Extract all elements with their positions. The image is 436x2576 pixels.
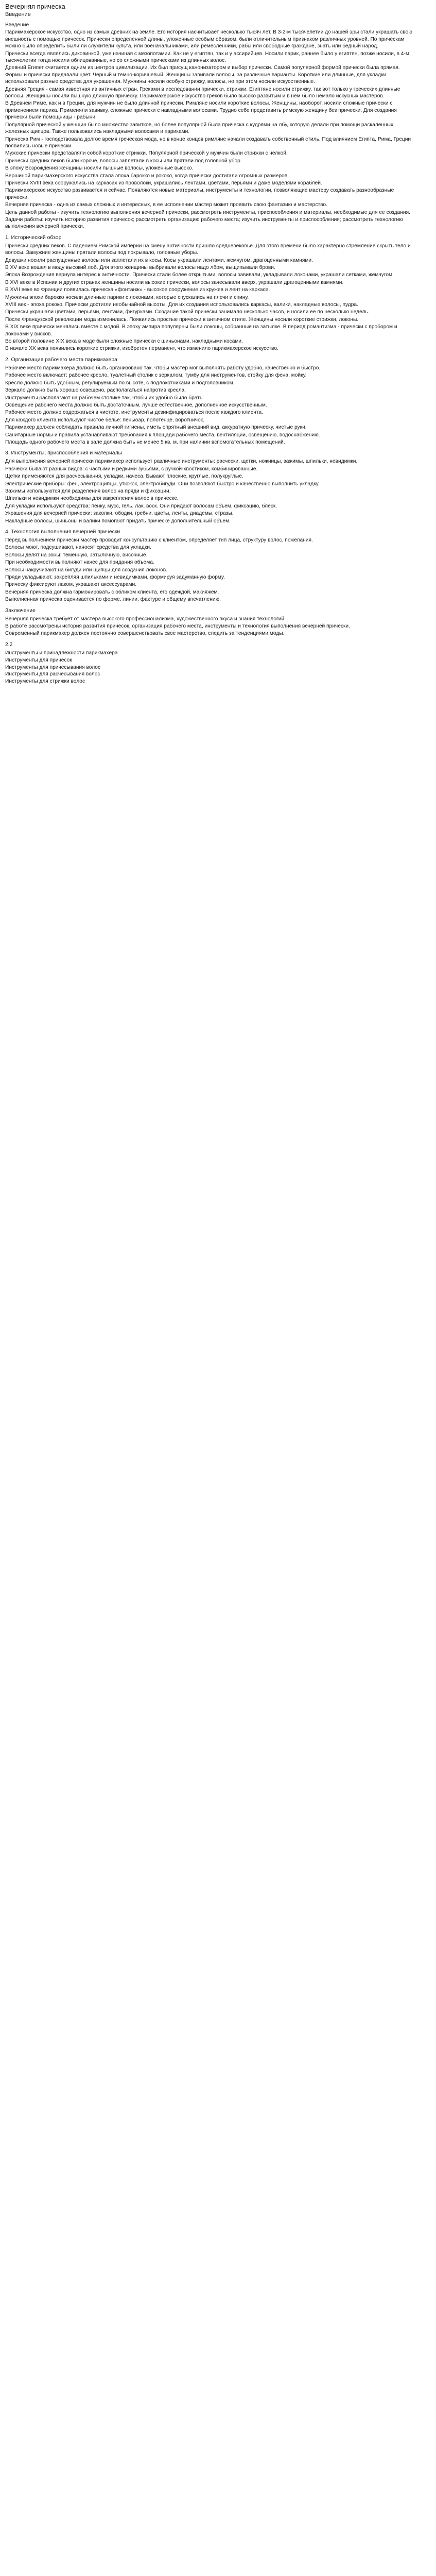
- paragraph: Зеркало должно быть хорошо освещено, располагаться напротив кресла.: [5, 387, 186, 394]
- conclusion-heading: Заключение: [5, 607, 36, 614]
- list-item: Инструменты для стрижки волос: [5, 678, 85, 684]
- paragraph: В XIX веке прически менялись вместе с модой. В эпоху ампира популярны были локоны, собранные на затылке. В период романтизма - прически с пробором и локонами у висков.: [5, 324, 399, 337]
- paragraph: Украшения для вечерней прически: заколки, ободки, гребни, цветы, ленты, диадемы, стразы.: [5, 511, 234, 517]
- paragraph: Инструменты располагают на рабочем столике так, чтобы их удобно было брать.: [5, 395, 204, 401]
- list-item: Инструменты для причесывания волос: [5, 664, 101, 670]
- intro-section: [5, 29, 415, 230]
- section-4-body: [5, 537, 415, 603]
- tools-list: [5, 657, 415, 685]
- intro-label: Введение: [5, 22, 29, 28]
- paragraph: Прически XVIII века сооружались на каркасах из проволоки, украшались лентами, цветами, перьями и даже моделями кораблей.: [5, 180, 322, 186]
- paragraph: Шпильки и невидимки необходимы для закрепления волос в прическе.: [5, 496, 179, 502]
- paragraph: Мужчины эпохи барокко носили длинные парики с локонами, которые спускались на плечи и спину.: [5, 294, 249, 300]
- paragraph: Девушки носили распущенные волосы или заплетали их в косы. Косы украшали лентами, жемчугом, драгоценными камнями.: [5, 257, 313, 263]
- document-title: Вечерняя прическа: [5, 3, 65, 10]
- paragraph: Прическа Рим - господствовала долгое время греческая мода, но в конце концов римляне начали создавать собственный стиль. Под влиянием Египта, Рима, Греции появились новые прически.: [5, 136, 412, 149]
- section-3-body: [5, 458, 415, 524]
- paragraph: Перед выполнением прически мастер проводит консультацию с клиентом, определяет тип лица, структуру волос, пожелания.: [5, 537, 313, 543]
- section-1-heading: 1. Исторический обзор: [5, 234, 62, 241]
- list-item: Инструменты для расчесывания волос: [5, 671, 100, 677]
- section-2-body: [5, 365, 415, 446]
- paragraph: В XVII веке во Франции появилась прическа «фонтанж» - высокое сооружение из кружев и лент на каркасе.: [5, 287, 270, 293]
- paragraph: Рабочее место должно содержаться в чистоте, инструменты дезинфицироваться после каждого клиента.: [5, 410, 263, 416]
- paragraph: Популярной прической у женщин было множество завитков, но более популярной была прическа с кудрями на лбу, которую делали при помощи раскаленных железных щипцов. Также пользовались накладными волосами и париками.: [5, 122, 395, 135]
- list-item: Инструменты для причесок: [5, 657, 72, 664]
- paragraph: Накладные волосы, шиньоны и валики помогают придать прическе дополнительный объем.: [5, 518, 231, 524]
- document-subtitle: Введение: [5, 11, 31, 18]
- paragraph: В эпоху Возрождения женщины носили пышные волосы, уложенные высоко.: [5, 165, 194, 172]
- paragraph: При необходимости выполняют начес для придания объема.: [5, 560, 154, 566]
- paragraph: Задачи работы: изучить историю развития причесок; рассмотреть организацию рабочего места; изучить инструменты и приспособления; рассмотреть технологию выполнения вечерней прически.: [5, 216, 405, 230]
- paragraph: Прически средних веков были короче, волосы заплетали в косы или прятали под головной убор.: [5, 158, 242, 164]
- paragraph: Вершиной парикмахерского искусства стала эпоха барокко и рококо, когда прически достигали огромных размеров.: [5, 173, 289, 179]
- paragraph: Щетки применяются для расчесывания, укладки, начеса. Бывают плоские, круглые, полукруглые.: [5, 473, 243, 480]
- conclusion-body: [5, 616, 415, 637]
- paragraph: Вечерняя прическа должна гармонировать с обликом клиента, его одеждой, макияжем.: [5, 589, 219, 595]
- paragraph: Мужские прически представляли собой короткие стрижки. Популярной прической у мужчин были стрижки с челкой.: [5, 150, 288, 157]
- paragraph: Прически всегда являлись диковинкой, уже начиная с мезопотамии. Как не у египтян, так и у ассирийцев. Носили парик, раннее было у египтян, позже носили, в 4-м тысячелетии тогда носили облицованные, но со сложными прическами из длинных волос.: [5, 50, 411, 64]
- paragraph: Древний Египет считается одним из центров цивилизации. Их был присущ канонизатором и выбор прически. Самой популярной формой прически была прямая. Формы и прически придавали цвет. Черный и темно-коричневый. Женщины завивали волосы, за различные варианты. Короткие или длинные, для укладки использовали разные средства для украшения. Мужчины носили особую стрижку, волосы, но при этом носили искусственные.: [5, 65, 402, 85]
- paragraph: Санитарные нормы и правила устанавливают требования к площади рабочего места, вентиляции, освещению, водоснабжению.: [5, 432, 320, 438]
- paragraph: Парикмахерское искусство развивается и сейчас. Появляются новые материалы, инструменты и технологии, позволяющие мастеру создавать разнообразные прически.: [5, 188, 396, 200]
- paragraph: Волосы накручивают на бигуди или щипцы для создания локонов.: [5, 567, 168, 573]
- paragraph: После Французской революции мода изменилась. Появились простые прически в античном стиле. Женщины носили короткие стрижки, локоны.: [5, 316, 359, 323]
- paragraph: Вечерняя прическа - одна из самых сложных и интересных, в ее исполнении мастер может проявить свою фантазию и мастерство.: [5, 202, 327, 208]
- paragraph: В начале XX века появились короткие стрижки, изобретен перманент, что изменило парикмахерское искусство.: [5, 346, 278, 352]
- paragraph: Прически украшали цветами, перьями, лентами, фигурками. Создание такой прически занимало несколько часов, и носили ее по несколько недель.: [5, 309, 370, 315]
- paragraph: В XVI веке в Испании и других странах женщины носили высокие прически, волосы зачесывали вверх, украшали драгоценными камнями.: [5, 279, 344, 285]
- paragraph: XVIII век - эпоха рококо. Прически достигли необычайной высоты. Для их создания использовались каркасы, валики, накладные волосы, пудра.: [5, 302, 358, 308]
- list-heading: Инструменты и принадлежности парикмахера: [5, 650, 118, 656]
- paragraph: Рабочее место парикмахера должно быть организовано так, чтобы мастер мог выполнять работу удобно, качественно и быстро.: [5, 365, 321, 371]
- section-4-heading: 4. Технология выполнения вечерней прически: [5, 529, 120, 535]
- paragraph: Расчески бывают разных видов: с частыми и редкими зубьями, с ручкой-хвостиком, комбинированные.: [5, 466, 258, 472]
- paragraph: Выполненная прическа оценивается по форме, линии, фактуре и общему впечатлению.: [5, 597, 221, 603]
- paragraph: В работе рассмотрены история развития причесок, организация рабочего места, инструменты и технология выполнения вечерней прически.: [5, 623, 350, 630]
- paragraph: Парикмахерское искусство, одно из самых древних на земле. Его история насчитывает несколько тысяч лет. В 3-2-м тысячелетии до нашей эры стали украшать свою внешность с помощью причесок. Прически определенной длины, уложенные особым образом, были отличительным признаком различных уровней. По причёскам можно было определить были ли служители культа, или военачальниками, или ремесленники, рабы или свободные граждане, знать или бедный народ.: [5, 29, 414, 49]
- section-number: 2.2: [5, 641, 13, 648]
- paragraph: Прически средних веков. С падением Римской империи на смену античности пришло средневековье. Для этого времени было характерно стремление скрыть тело и волосы. Замужние женщины прятали волосы под покрывало, головные уборы.: [5, 243, 412, 256]
- paragraph: Эпоха Возрождения вернула интерес к античности. Прически стали более открытыми, волосы завивали, укладывали локонами, украшали сетками, жемчугом.: [5, 272, 394, 278]
- paragraph: В Древнем Риме, как и в Греции, для мужчин не было длинной прически. Римляне носили короткие волосы. Женщины, наоборот, носили сложные прически с применением парика. Применяли завивку, сложные прически с накладными волосами. Трудно себе представить римскую женщину без прически. Для создания прически были помощницы - рабыни.: [5, 100, 398, 121]
- paragraph: В XV веке вошел в моду высокий лоб. Для этого женщины выбривали волосы надо лбом, выщипывали брови.: [5, 265, 275, 270]
- paragraph: Электрические приборы: фен, электрощипцы, утюжок, электробигуди. Они позволяют быстро и качественно выполнить укладку.: [5, 481, 320, 487]
- section-3-heading: 3. Инструменты, приспособления и материалы: [5, 450, 123, 456]
- paragraph: Площадь одного рабочего места в зале должна быть не менее 5 кв. м. при наличии вспомогательных помещений.: [5, 439, 285, 445]
- paragraph: Для укладки используют средства: пенку, мусс, гель, лак, воск. Они придают волосам объем, фиксацию, блеск.: [5, 503, 277, 509]
- paragraph: Волосы делят на зоны: теменную, затылочную, височные.: [5, 552, 148, 558]
- paragraph: Рабочее место включает: рабочее кресло, туалетный столик с зеркалом, тумбу для инструментов, стойку для фена, мойку.: [5, 372, 307, 379]
- paragraph: Освещение рабочего места должно быть достаточным, лучше естественное, дополненное искусственным.: [5, 402, 267, 408]
- section-1-body: [5, 243, 415, 352]
- paragraph: Для каждого клиента используют чистое белье: пеньюар, полотенце, воротничок.: [5, 417, 204, 423]
- paragraph: Пряди укладывают, закрепляя шпильками и невидимками, формируя задуманную форму.: [5, 574, 225, 581]
- paragraph: Во второй половине XIX века в моде были сложные прически с шиньонами, накладными косами.: [5, 338, 243, 345]
- paragraph: Волосы моют, подсушивают, наносят средства для укладки.: [5, 545, 151, 551]
- paragraph: Зажимы используются для разделения волос на пряди и фиксации.: [5, 488, 171, 494]
- section-2-heading: 2. Организация рабочего места парикмахера: [5, 357, 117, 363]
- paragraph: Парикмахер должен соблюдать правила личной гигиены, иметь опрятный внешний вид, аккуратную прическу, чистые руки.: [5, 425, 307, 431]
- paragraph: Вечерняя прическа требует от мастера высокого профессионализма, художественного вкуса и знания технологий.: [5, 616, 286, 622]
- paragraph: Современный парикмахер должен постоянно совершенствовать свое мастерство, следить за тенденциями моды.: [5, 631, 285, 637]
- paragraph: Для выполнения вечерней прически парикмахер использует различные инструменты: расчески, щетки, ножницы, зажимы, шпильки, невидимки.: [5, 459, 358, 465]
- paragraph: Древняя Греция - самая известная из античных стран. Греками в исследовании прически, стрижки. Египтяне носили стрижку, так вот только у греческих длинные волосы. Женщины носили пышную длинную прическу. Парикмахерское искусство греков было высоко развитым и в нем было немало искусных мастеров.: [5, 86, 402, 99]
- paragraph: Цель данной работы - изучить технологию выполнения вечерней прически, рассмотреть инструменты, приспособления и материалы, необходимые для ее создания.: [5, 209, 410, 215]
- paragraph: Прическу фиксируют лаком, украшают аксессуарами.: [5, 582, 137, 588]
- paragraph: Кресло должно быть удобным, регулируемым по высоте, с подлокотниками и подголовником.: [5, 380, 235, 386]
